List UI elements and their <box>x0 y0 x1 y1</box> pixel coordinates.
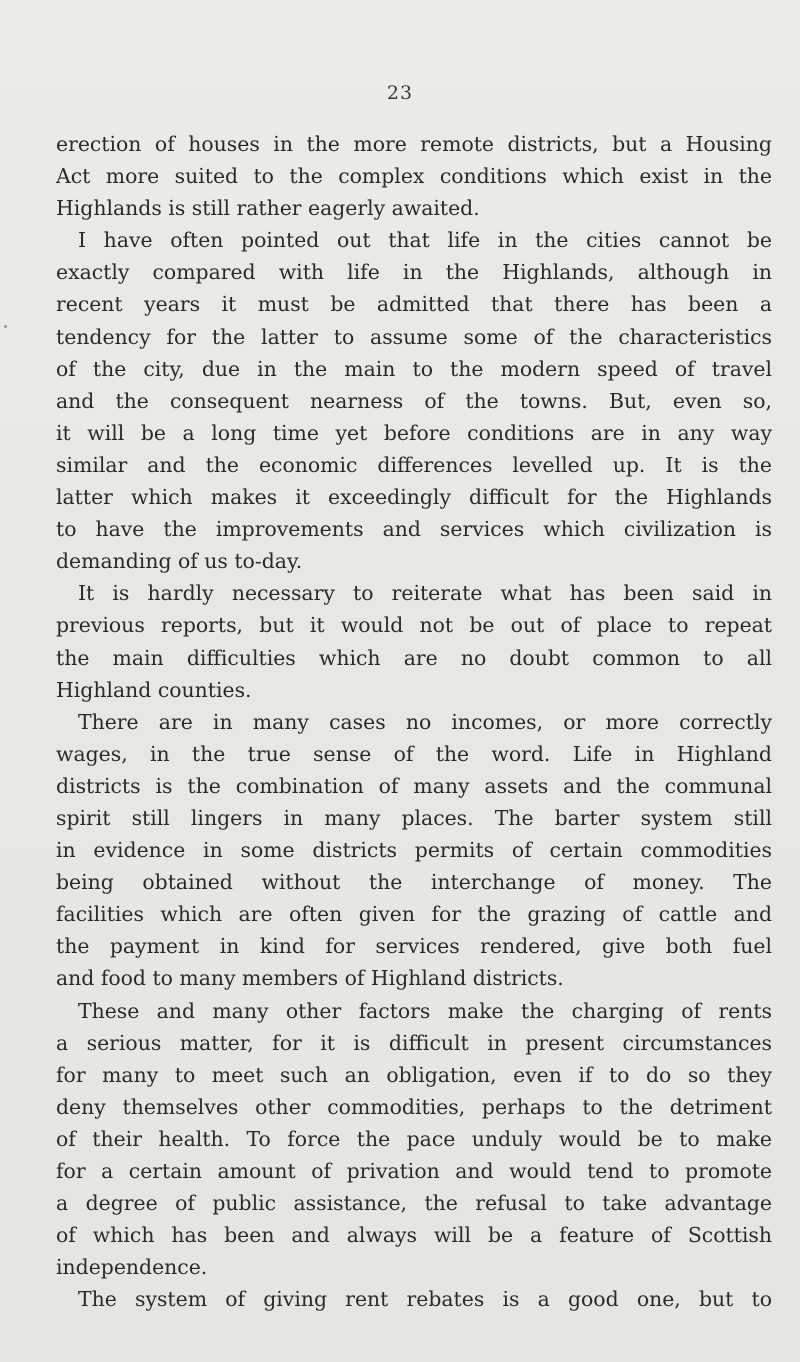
text-line: it will be a long time yet before conditions are in any way <box>56 420 772 445</box>
page-number: 23 <box>386 82 414 104</box>
text-line: latter which makes it exceedingly difficult for the Highlands <box>56 485 772 510</box>
body-text <box>56 128 772 1315</box>
text-line: of their health. To force the pace unduly would be to make <box>56 1126 772 1151</box>
text-line: districts is the combination of many assets and the communal <box>56 773 772 798</box>
text-line: exactly compared with life in the Highlands, although in <box>56 260 772 285</box>
text-line: These and many other factors make the charging of rents <box>78 998 772 1023</box>
text-line: a degree of public assistance, the refusal to take advantage <box>56 1191 772 1216</box>
text-line: being obtained without the interchange of money. The <box>56 870 772 895</box>
text-line: I have often pointed out that life in the cities cannot be <box>78 228 772 253</box>
text-line: independence. <box>56 1255 208 1280</box>
text-line: a serious matter, for it is difficult in present circumstances <box>56 1030 772 1055</box>
margin-speck <box>4 325 7 328</box>
text-line: The system of giving rent rebates is a good one, but to <box>78 1287 772 1312</box>
text-line: for a certain amount of privation and would tend to promote <box>56 1159 772 1183</box>
text-line: to have the improvements and services which civilization is <box>56 517 772 542</box>
text-line: for many to meet such an obligation, even if to do so they <box>56 1062 772 1087</box>
text-line: wages, in the true sense of the word. Life in Highland <box>56 741 772 766</box>
text-line: similar and the economic differences levelled up. It is the <box>56 452 772 477</box>
text-line: and the consequent nearness of the towns. But, even so, <box>56 388 772 413</box>
text-line: recent years it must be admitted that there has been a <box>56 292 772 317</box>
text-line: demanding of us to-day. <box>56 549 303 574</box>
text-line: deny themselves other commodities, perhaps to the detriment <box>56 1094 772 1119</box>
text-line: Highland counties. <box>56 677 252 702</box>
text-line: in evidence in some districts permits of certain commodities <box>56 838 772 863</box>
text-line: the main difficulties which are no doubt common to all <box>56 645 772 670</box>
text-line: of which has been and always will be a feature of Scottish <box>56 1223 772 1248</box>
text-line: facilities which are often given for the grazing of cattle and <box>56 902 772 927</box>
text-line: Act more suited to the complex conditions which exist in the <box>56 164 772 189</box>
text-line: tendency for the latter to assume some of the characteristics <box>56 324 772 349</box>
text-line: previous reports, but it would not be out of place to repeat <box>56 613 772 638</box>
text-line: the payment in kind for services rendered, give both fuel <box>56 934 772 959</box>
text-line: Highlands is still rather eagerly awaited. <box>56 196 480 221</box>
text-line: It is hardly necessary to reiterate what has been said in <box>78 581 772 606</box>
text-line: There are in many cases no incomes, or more correctly <box>78 709 772 734</box>
text-line: of the city, due in the main to the modern speed of travel <box>56 356 772 381</box>
text-line: erection of houses in the more remote districts, but a Housing <box>56 132 772 156</box>
text-line: and food to many members of Highland districts. <box>56 966 564 991</box>
text-line: spirit still lingers in many places. The barter system still <box>56 805 772 830</box>
